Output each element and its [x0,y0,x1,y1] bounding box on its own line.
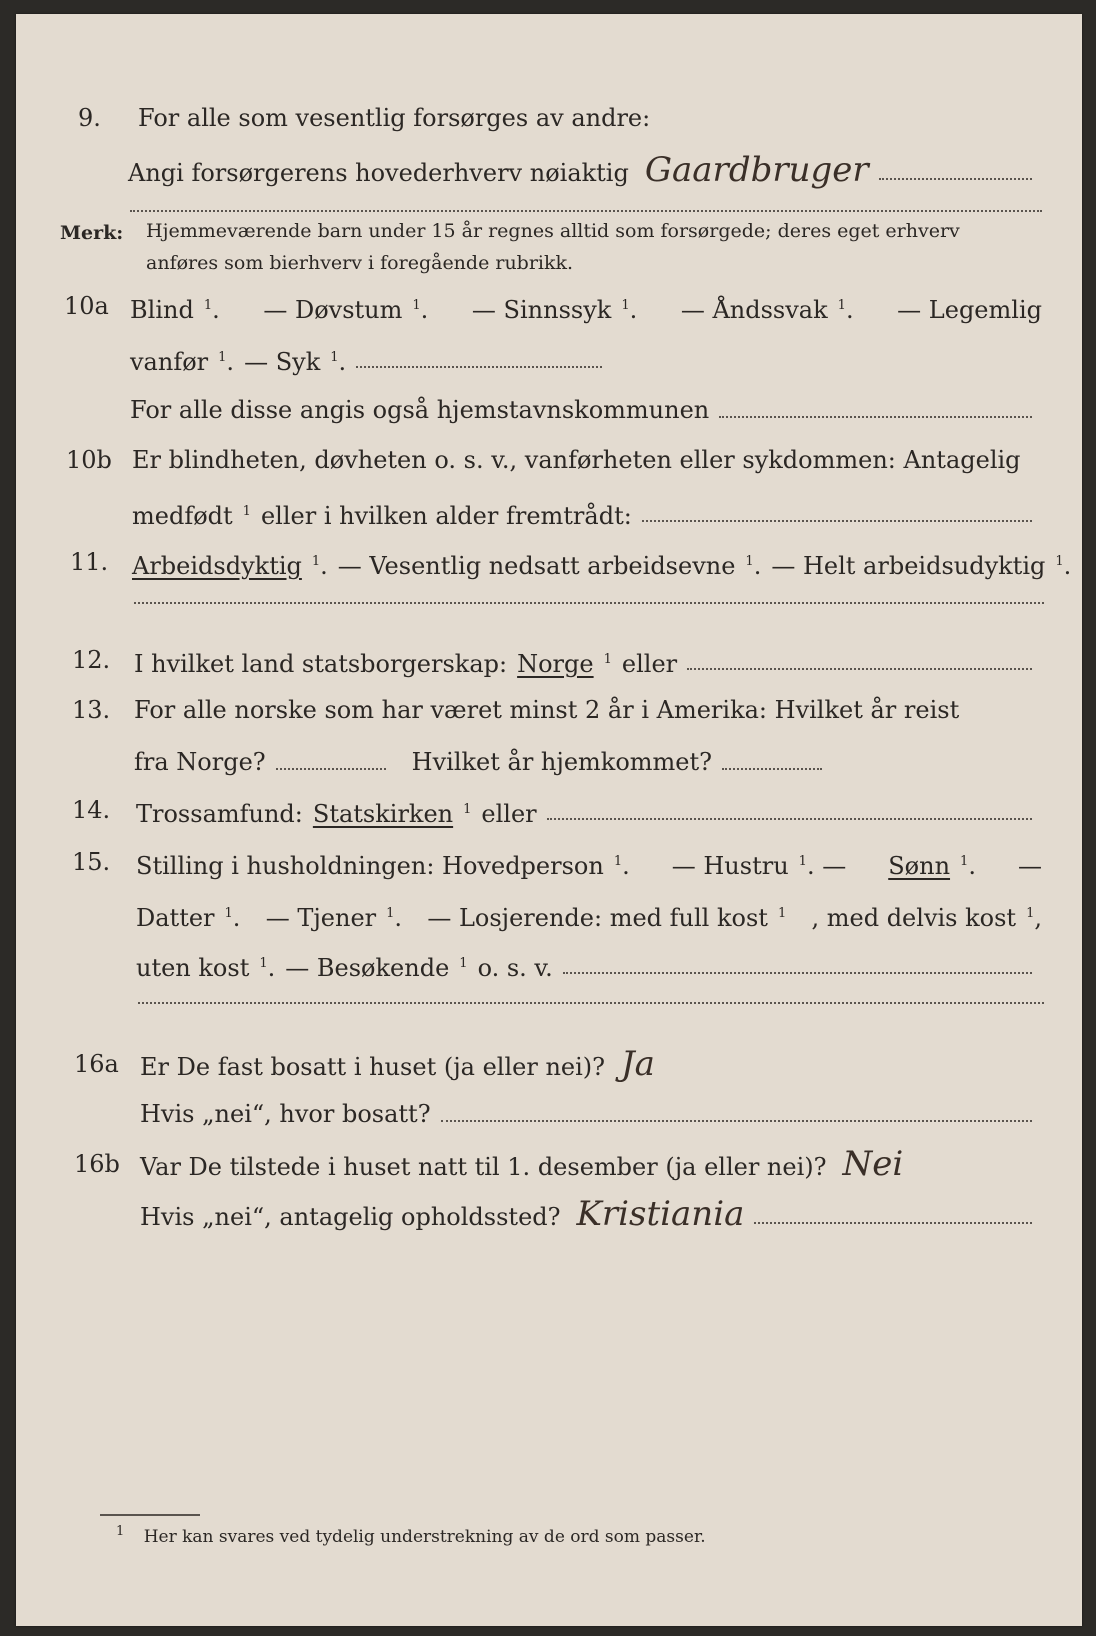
q16b-question: Var De tilstede i huset natt til 1. desember (ja eller nei)? [140,1153,827,1181]
q9-question-2: Angi forsørgerens hovederhverv nøiaktig [128,159,629,187]
q13-number: 13. [72,696,111,724]
q15-uten-kost: uten kost $^1$. [136,954,276,982]
q9-number: 9. [78,104,101,132]
q10b-question: Er blindheten, døvheten o. s. v., vanførheten eller sykdommen: Antagelig [132,446,1021,474]
q15-line3 [16,944,1082,984]
q16b-opholdssted: Hvis „nei“, antagelig opholdssted? [140,1203,561,1231]
q9-line2 [16,150,1082,190]
q9-question: For alle som vesentlig forsørges av andre: [138,104,651,132]
q14-eller: eller [481,800,537,828]
q11-line1 [16,542,1082,582]
census-form-page [16,14,1082,1626]
merk-text-1: Hjemmeværende barn under 15 år regnes alltid som forsørgede; deres eget erhverv [146,220,960,242]
q15-delvis-kost: , med delvis kost $^1$, [811,904,1042,932]
q15-answer-line [563,972,1032,974]
q11-number: 11. [70,548,109,576]
q16b-answer2-handwritten: Kristiania [576,1194,745,1234]
q12-norge: Norge $^1$ [517,650,612,678]
q15-besokende: — Besøkende $^1$ [285,954,468,982]
q12-answer-line [687,668,1032,670]
q10a-line1 [16,286,1082,326]
q16a-hvor-bosatt: Hvis „nei“, hvor bosatt? [140,1100,431,1128]
q14-line1 [16,790,1082,830]
q10a-vanfor: vanfør $^1$. [130,348,235,376]
q15-dash: — [1017,852,1042,880]
q15-line1 [16,842,1082,882]
q14-statskirken: Statskirken $^1$ [312,800,472,828]
q10a-legemlig: — Legemlig [897,296,1042,324]
q15-hovedperson: Stilling i husholdningen: Hovedperson $^1$. [136,852,630,880]
q13-question: For alle norske som har været minst 2 år i Amerika: Hvilket år reist [134,696,960,724]
q14-question: Trossamfund: [136,800,303,828]
q16a-line2 [16,1094,1082,1134]
q13-line2 [16,742,1082,782]
q13-line1 [16,690,1082,730]
q9-extra-line [130,210,1042,212]
merk-label: Merk: [60,222,124,244]
q10a-andssvak: — Åndssvak $^1$. [680,296,854,324]
q10b-line1 [16,440,1082,480]
q16b-answer-line [754,1222,1032,1224]
q15-number: 15. [72,848,111,876]
footnote-mark: 1 [116,1524,125,1539]
q10a-line2 [16,338,1082,378]
q15-full-kost: — Losjerende: med full kost $^1$ [427,904,787,932]
q12-number: 12. [72,646,111,674]
q10a-hjemstavn-line [719,416,1032,418]
q10b-line2 [16,492,1082,532]
q15-datter: Datter $^1$. [136,904,241,932]
q16b-number: 16b [74,1150,120,1178]
q11-udyktig: — Helt arbeidsudyktig $^1$. [771,552,1072,580]
q16b-answer-handwritten: Nei [842,1144,904,1184]
q10b-medfodt: medfødt $^1$ [132,502,251,530]
q14-answer-line [547,818,1032,820]
q9-line1 [16,98,1082,138]
q10a-line3 [16,390,1082,430]
q10a-syk-line [356,366,602,368]
merk-line1 [16,215,1082,247]
footnote-rule [100,1514,200,1516]
q15-line2 [16,894,1082,934]
q9-answer-handwritten: Gaardbruger [644,150,869,190]
q15-osv: o. s. v. [477,954,553,982]
q16a-number: 16a [74,1050,119,1078]
q16a-line1 [16,1044,1082,1084]
q10a-hjemstavn: For alle disse angis også hjemstavnskommunen [130,396,710,424]
q10a-sinnssyk: — Sinnssyk $^1$. [471,296,638,324]
q13-hjemkommet: Hvilket år hjemkommet? [411,748,713,776]
q15-sonn: Sønn $^1$. [888,852,976,880]
q16b-line1 [16,1144,1082,1184]
q10b-number: 10b [66,446,112,474]
q11-nedsatt: — Vesentlig nedsatt arbeidsevne $^1$. [337,552,762,580]
q16a-answer-line [441,1120,1032,1122]
q16a-question: Er De fast bosatt i huset (ja eller nei)? [140,1053,606,1081]
footnote [116,1524,706,1547]
footnote-text: Her kan svares ved tydelig understrekning av de ord som passer. [143,1526,706,1547]
q11-extra-line [134,602,1044,604]
q15-tjener: — Tjener $^1$. [265,904,403,932]
q12-eller: eller [621,650,678,678]
q14-number: 14. [72,796,111,824]
q13-hjemkommet-line [722,768,822,770]
q12-line1 [16,640,1082,680]
merk-text-2: anføres som bierhverv i foregående rubrikk. [146,252,574,274]
q11-arbeidsdyktig: Arbeidsdyktig $^1$. [132,552,328,580]
q12-question: I hvilket land statsborgerskap: [134,650,508,678]
q15-hustru: — Hustru $^1$. — [671,852,847,880]
q13-reist: fra Norge? [134,748,266,776]
q10a-syk: — Syk $^1$. [244,348,347,376]
q16b-line2 [16,1194,1082,1234]
q10b-alder: eller i hvilken alder fremtrådt: [260,502,632,530]
q15-extra-line [138,1002,1044,1004]
merk-line2 [16,247,1082,279]
q13-reist-line [276,768,386,770]
q10a-blind: Blind $^1$. [130,296,220,324]
q10a-number: 10a [64,292,109,320]
q16a-answer-handwritten: Ja [621,1044,655,1084]
q9-answer-line [879,178,1032,180]
q10a-dovstum: — Døvstum $^1$. [263,296,429,324]
q10b-answer-line [642,520,1032,522]
